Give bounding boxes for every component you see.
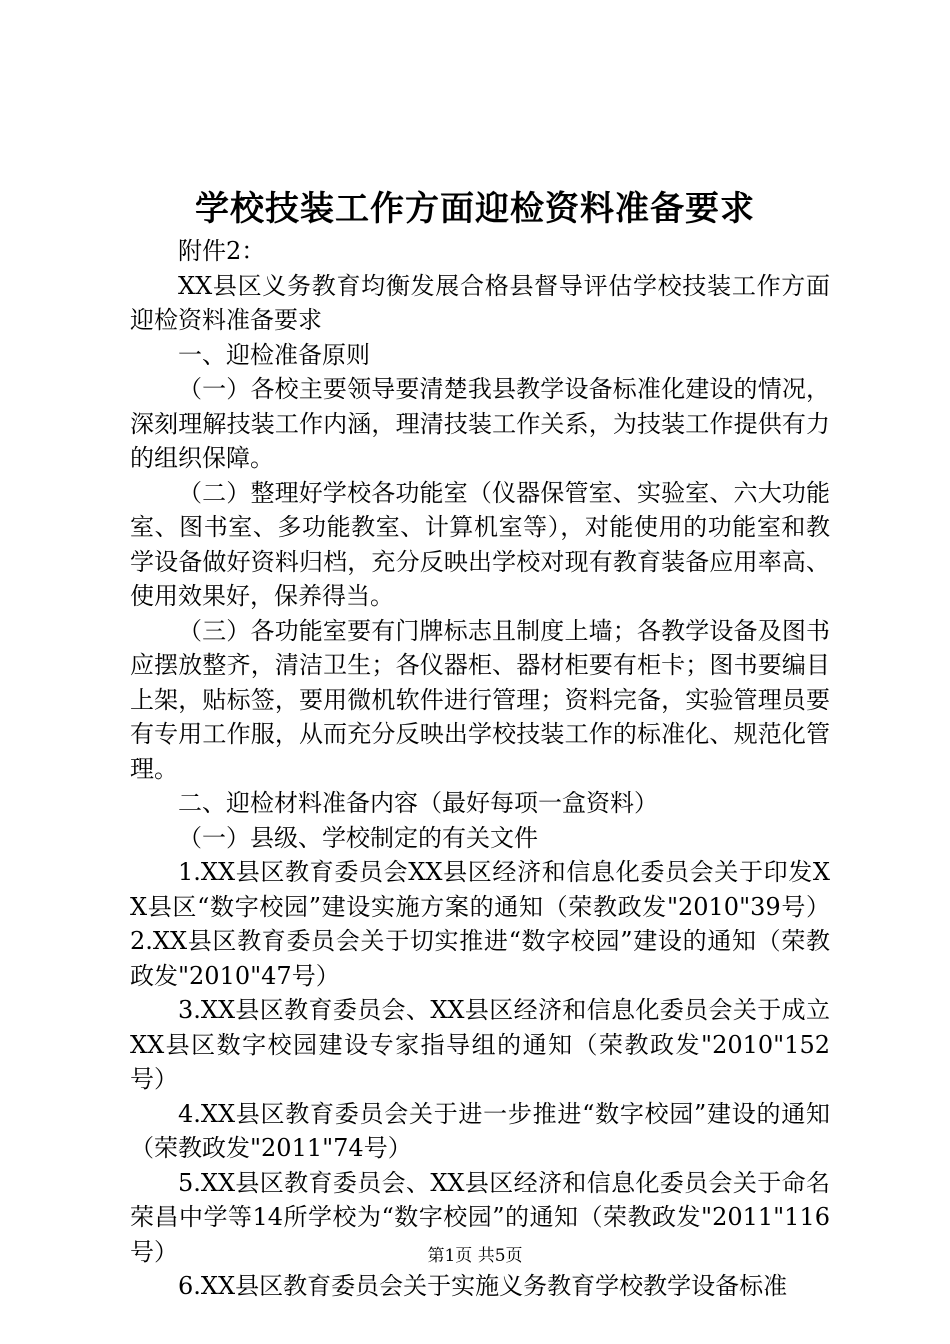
list-item-document-1-2: 1.XX县区教育委员会XX县区经济和信息化委员会关于印发XX县区“数字校园”建设实施方案的通知（荣教政发"2010"39号）2.XX县区教育委员会关于切实推进“数字校园”建设的通知（荣教政发"2010"47号） [130, 858, 830, 990]
list-item-document-3: 3.XX县区教育委员会、XX县区经济和信息化委员会关于成立XX县区数字校园建设专家指导组的通知（荣教政发"2010"152号） [130, 996, 830, 1093]
paragraph-attachment-label: 附件2： [178, 237, 266, 265]
document-body [130, 234, 830, 1304]
document-title: 学校技装工作方面迎检资料准备要求 [195, 189, 755, 229]
paragraph-principle-3: （三）各功能室要有门牌标志且制度上墙；各教学设备及图书应摆放整齐，清洁卫生；各仪器柜、器材柜要有柜卡；图书要编目上架，贴标签，要用微机软件进行管理；资料完备，实验管理员要有专用工作服，从而充分反映出学校技装工作的标准化、规范化管理。 [130, 616, 830, 783]
section-heading-principles: 一、迎检准备原则 [178, 340, 370, 369]
paragraph-principle-1: （一）各校主要领导要清楚我县教学设备标准化建设的情况，深刻理解技装工作内涵，理清技装工作关系，为技装工作提供有力的组织保障。 [130, 375, 830, 472]
page-footer: 第1页 共5页 [427, 1246, 523, 1266]
list-item-document-6: 6.XX县区教育委员会关于实施义务教育学校教学设备标准 [178, 1272, 788, 1300]
paragraph-subtitle: XX县区义务教育均衡发展合格县督导评估学校技装工作方面迎检资料准备要求 [130, 271, 830, 334]
paragraph-principle-2: （二）整理好学校各功能室（仪器保管室、实验室、六大功能室、图书室、多功能教室、计算机室等），对能使用的功能室和教学设备做好资料归档，充分反映出学校对现有教育装备应用率高、使用效果好，保养得当。 [130, 478, 830, 610]
subsection-heading-documents: （一）县级、学校制定的有关文件 [178, 823, 538, 852]
section-heading-materials: 二、迎检材料准备内容（最好每项一盒资料） [178, 789, 658, 817]
list-item-document-4: 4.XX县区教育委员会关于进一步推进“数字校园”建设的通知（荣教政发"2011"74号） [130, 1099, 830, 1162]
list-item-document-5: 5.XX县区教育委员会、XX县区经济和信息化委员会关于命名荣昌中学等14所学校为“数字校园”的通知（荣教政发"2011"116号） [130, 1168, 830, 1266]
